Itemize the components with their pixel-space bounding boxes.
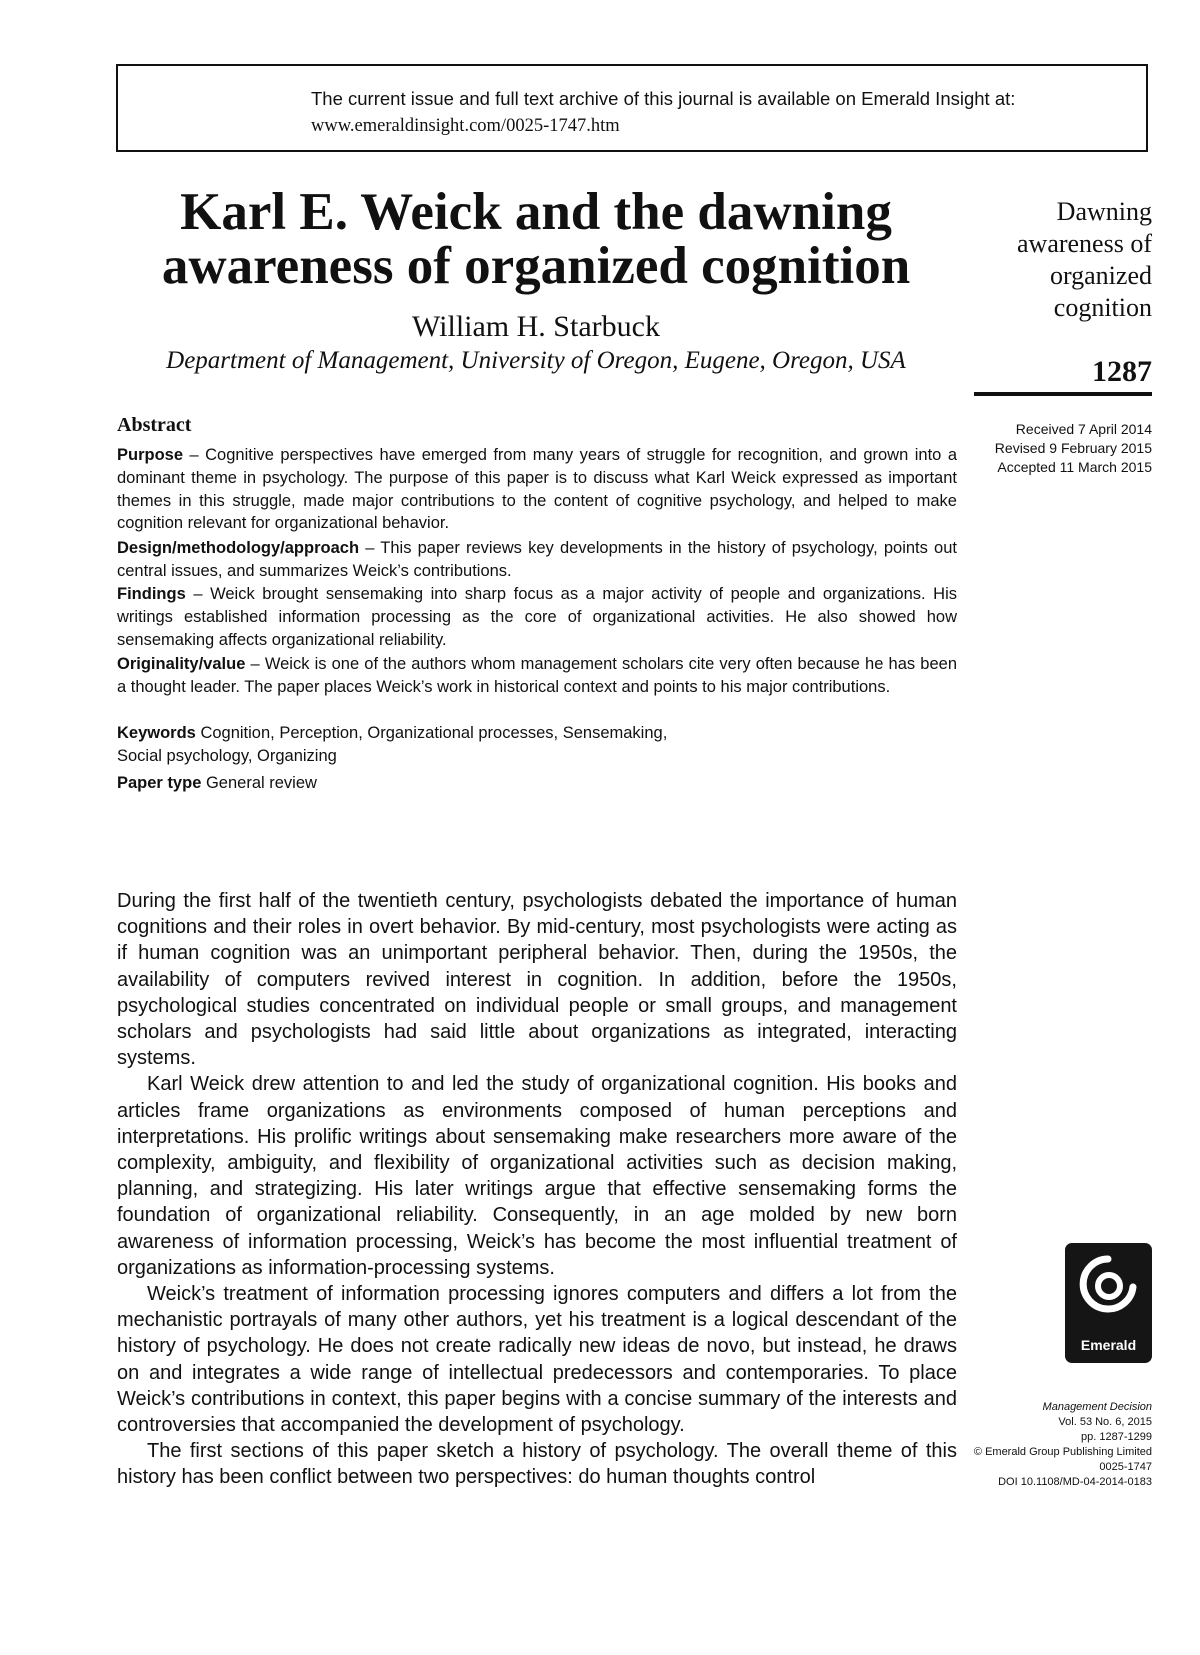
author-affiliation: Department of Management, University of Oregon, Eugene, Oregon, USA: [166, 347, 906, 374]
abstract-heading: Abstract: [117, 414, 192, 436]
abstract-purpose: [117, 444, 957, 535]
journal-access-box: [116, 64, 1148, 152]
logo-label: Emerald: [1080, 1337, 1137, 1353]
revised-date: Revised 9 February 2015: [994, 440, 1152, 456]
abstract-originality: [117, 653, 957, 699]
keywords-line-2: Social psychology, Organizing: [117, 746, 337, 765]
publisher-logo: [1065, 1243, 1152, 1363]
journal-issn: 0025-1747: [1099, 1461, 1152, 1473]
purpose-text: – Cognitive perspectives have emerged from many years of struggle for recognition, and grown into a dominant theme in psychology. The purpose of this paper is to discuss what Karl Weick expressed as important themes in this struggle, made major contributions to the content of cognitive psychology, and helped to make cognition relevant for organizational behavior.: [117, 446, 957, 533]
page-number: 1287: [1092, 355, 1152, 388]
journal-name: Management Decision: [1042, 1401, 1152, 1413]
running-head-line: cognition: [1053, 293, 1152, 322]
abstract-paper-type: [117, 772, 957, 795]
design-text: – This paper reviews key developments in the history of psychology, points out central issues, and summarizes Weick’s contributions.: [117, 539, 957, 580]
body-paragraph: The first sections of this paper sketch a history of psychology. The overall theme of this history has been conflict between two perspectives: do human thoughts control: [117, 1440, 957, 1489]
article-title-line-1: Karl E. Weick and the dawning: [180, 183, 892, 241]
article-title-line-2: awareness of organized cognition: [161, 237, 911, 295]
accepted-date: Accepted 11 March 2015: [997, 459, 1152, 475]
paper-type-text: General review: [201, 774, 317, 792]
body-text: [117, 888, 957, 1491]
findings-text: – Weick brought sensemaking into sharp focus as a major activity of people and organizations. His writings established information processing as the core of organizational activities. He also showed how sensemaking affects organizational reliability.: [117, 585, 957, 649]
article-dates: [960, 420, 1152, 477]
author-name: William H. Starbuck: [412, 310, 660, 343]
journal-doi: DOI 10.1108/MD-04-2014-0183: [998, 1476, 1152, 1488]
design-label: Design/methodology/approach: [117, 539, 360, 557]
abstract-findings: [117, 583, 957, 651]
journal-publisher: © Emerald Group Publishing Limited: [973, 1446, 1152, 1458]
journal-volume: Vol. 53 No. 6, 2015: [1058, 1416, 1152, 1428]
paper-type-label: Paper type: [117, 774, 202, 792]
abstract-keywords: [117, 722, 957, 768]
running-head-line: awareness of: [1017, 229, 1152, 258]
margin-rule: [974, 392, 1152, 396]
findings-label: Findings: [117, 585, 186, 603]
running-head-line: Dawning: [1056, 197, 1152, 226]
journal-pages: pp. 1287-1299: [1081, 1431, 1152, 1443]
running-head-line: organized: [1049, 261, 1152, 290]
body-paragraph: During the first half of the twentieth century, psychologists debated the importance of human cognitions and their roles in overt behavior. By mid-century, most psychologists were acting as if human cognition was an unimportant peripheral behavior. Then, during the 1950s, the availability of computers revived interest in cognition. In addition, before the 1950s, psychological studies concentrated on individual people or small groups, and management scholars and psychologists had said little about organizations as integrated, interacting systems.: [117, 890, 957, 1070]
emerald-swirl-icon: [1065, 1243, 1152, 1335]
originality-text: – Weick is one of the authors whom management scholars cite very often because he has been a thought leader. The paper places Weick’s work in historical context and points to his major contributions.: [117, 655, 957, 696]
body-paragraph: Karl Weick drew attention to and led the study of organizational cognition. His books and articles frame organizations as environments composed of human perceptions and interpretations. His prolific writings about sensemaking make researchers more aware of the complexity, ambiguity, and flexibility of organizational activities such as decision making, planning, and strategizing. His later writings argue that effective sensemaking forms the foundation of organizational reliability. Consequently, in an age molded by new born awareness of information processing, Weick’s has become the most influential treatment of organizations as information-processing systems.: [117, 1073, 957, 1279]
keywords-label: Keywords: [117, 724, 196, 742]
journal-url[interactable]: www.emeraldinsight.com/0025-1747.htm: [311, 116, 620, 136]
running-head: [960, 196, 1152, 324]
keywords-line-1: Cognition, Perception, Organizational processes, Sensemaking,: [195, 724, 668, 742]
originality-label: Originality/value: [117, 655, 246, 673]
abstract-design: [117, 537, 957, 583]
purpose-label: Purpose: [117, 446, 184, 464]
received-date: Received 7 April 2014: [1015, 421, 1152, 437]
body-paragraph: Weick’s treatment of information processing ignores computers and differs a lot from the mechanistic portrayals of many other authors, yet his treatment is a logical descendant of the history of psychology. He does not create radically new ideas de novo, but instead, he draws on and integrates a wide range of intellectual predecessors and contemporaries. To place Weick’s contributions in context, this paper begins with a concise summary of the interests and controversies that accompanied the development of psychology.: [117, 1283, 957, 1437]
journal-info: [940, 1400, 1152, 1490]
access-notice: The current issue and full text archive of this journal is available on Emerald Insight at:: [311, 88, 1016, 109]
